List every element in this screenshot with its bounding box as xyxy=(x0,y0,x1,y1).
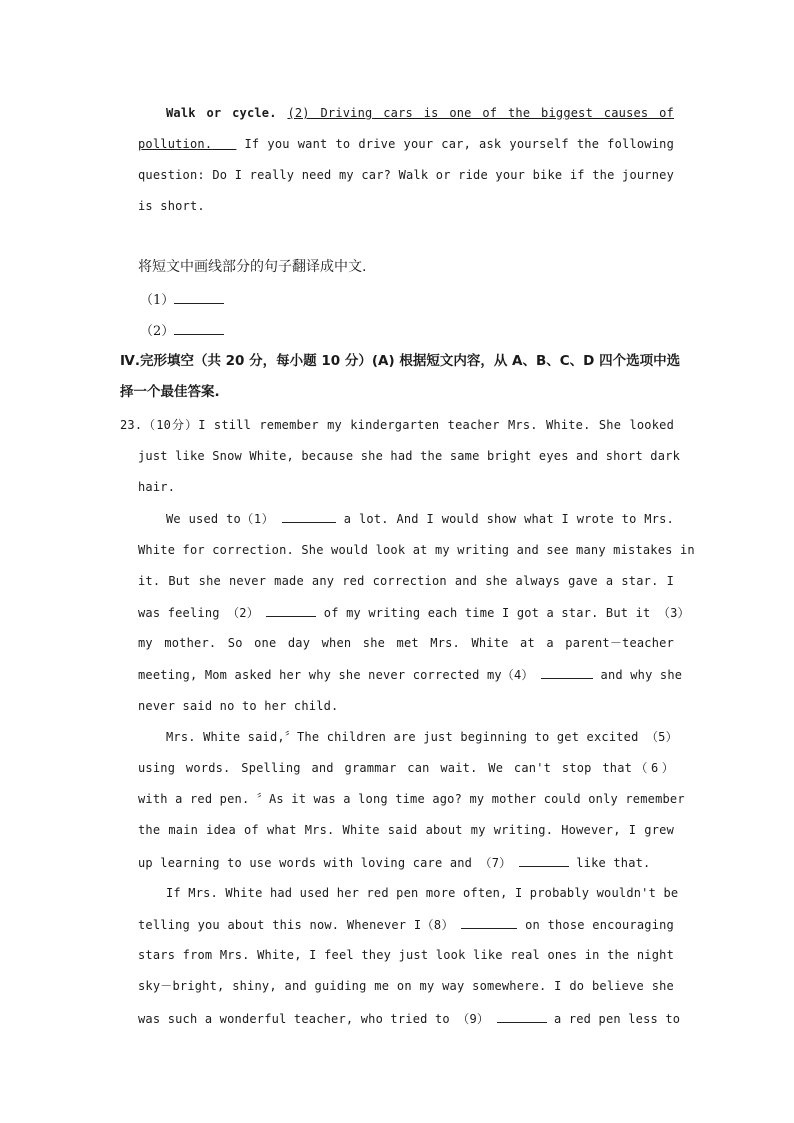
p3-line-4: the main idea of what Mrs. White said about my writing. However, I grew xyxy=(138,823,674,837)
cloze-blank-9[interactable] xyxy=(497,1010,547,1023)
passage-line-3: question: Do I really need my car? Walk or ride your bike if the journey xyxy=(138,168,674,182)
p2-line-1-b: a lot. And I would show what I wrote to Mrs. xyxy=(343,512,674,526)
p4-line-2 xyxy=(138,916,674,933)
p2-line-3: it. But she never made any red correction and she always gave a star. I xyxy=(138,574,674,588)
p2-line-6-a: meeting, Mom asked her why she never corrected my（4） xyxy=(138,668,534,682)
p2-line-6 xyxy=(138,666,683,683)
p3-line-5-a: up learning to use words with loving care and （7） xyxy=(138,856,512,870)
underlined-sentence-part2: pollution. xyxy=(138,137,213,151)
p4-line-5-b: a red pen less to xyxy=(553,1012,681,1026)
p2-line-1 xyxy=(166,510,674,527)
answer-blank-2[interactable] xyxy=(174,322,224,335)
p3-line-2: using words. Spelling and grammar can wait. We can't stop that（6） xyxy=(138,761,674,775)
translation-item-2-label: （2） xyxy=(140,324,175,339)
q23-line-3: hair. xyxy=(138,480,176,494)
p4-line-2-b: on those encouraging xyxy=(525,918,674,932)
p4-line-1: If Mrs. White had used her red pen more often, I probably wouldn't be xyxy=(166,886,679,900)
p2-line-2: White for correction. She would look at my writing and see many mistakes in xyxy=(138,543,695,557)
p3-line-3: with a red pen. 〞As it was a long time ago? my mother could only remember xyxy=(138,792,685,806)
cloze-blank-7[interactable] xyxy=(519,854,569,867)
p2-line-7: never said no to her child. xyxy=(138,699,339,713)
p2-line-5: my mother. So one day when she met Mrs. White at a parent－teacher xyxy=(138,636,674,650)
p2-line-4 xyxy=(138,604,690,621)
p4-line-5-a: was such a wonderful teacher, who tried to （9） xyxy=(138,1012,490,1026)
answer-blank-1[interactable] xyxy=(174,291,224,304)
translation-instruction: 将短文中画线部分的句子翻译成中文. xyxy=(138,259,367,275)
p2-line-6-b: and why she xyxy=(600,668,683,682)
translation-item-1 xyxy=(140,291,676,309)
section-heading-line-1: Ⅳ.完形填空（共 20 分，每小题 10 分）(A) 根据短文内容，从 A、B、C、D 四个选项中选 xyxy=(120,353,681,369)
p3-line-5-b: like that. xyxy=(576,856,651,870)
passage-line-1 xyxy=(166,105,674,121)
p4-line-2-a: telling you about this now. Whenever I（8） xyxy=(138,918,454,932)
p3-line-1: Mrs. White said,〞The children are just beginning to get excited （5） xyxy=(166,730,678,744)
p4-line-5 xyxy=(138,1010,681,1027)
passage-line-2-text: If you want to drive your car, ask yourself the following xyxy=(244,137,674,151)
p2-line-4-a: was feeling （2） xyxy=(138,606,259,620)
q23-line-1: 23.（10分）I still remember my kindergarten teacher Mrs. White. She looked xyxy=(120,418,674,432)
p4-line-3: stars from Mrs. White, I feel they just look like real ones in the night xyxy=(138,948,674,962)
underlined-sentence-part1: (2) Driving cars is one of the biggest causes of xyxy=(287,106,674,120)
section-heading-line-2: 择一个最佳答案. xyxy=(120,384,220,400)
p3-line-5 xyxy=(138,854,674,871)
p2-line-4-b: of my writing each time I got a star. But it （3） xyxy=(323,606,690,620)
q23-line-2: just like Snow White, because she had the same bright eyes and short dark xyxy=(138,449,680,463)
p2-line-1-a: We used to（1） xyxy=(166,512,275,526)
cloze-blank-2[interactable] xyxy=(266,604,316,617)
cloze-blank-1[interactable] xyxy=(282,510,336,523)
cloze-blank-4[interactable] xyxy=(541,666,593,679)
translation-item-1-label: （1） xyxy=(140,293,175,308)
cloze-blank-8[interactable] xyxy=(461,916,517,929)
passage-line-2 xyxy=(138,136,674,152)
translation-item-2 xyxy=(140,322,676,340)
p4-line-4: sky－bright, shiny, and guiding me on my way somewhere. I do believe she xyxy=(138,979,674,993)
passage-line-4: is short. xyxy=(138,199,205,213)
passage-lead: Walk or cycle. xyxy=(166,106,277,120)
